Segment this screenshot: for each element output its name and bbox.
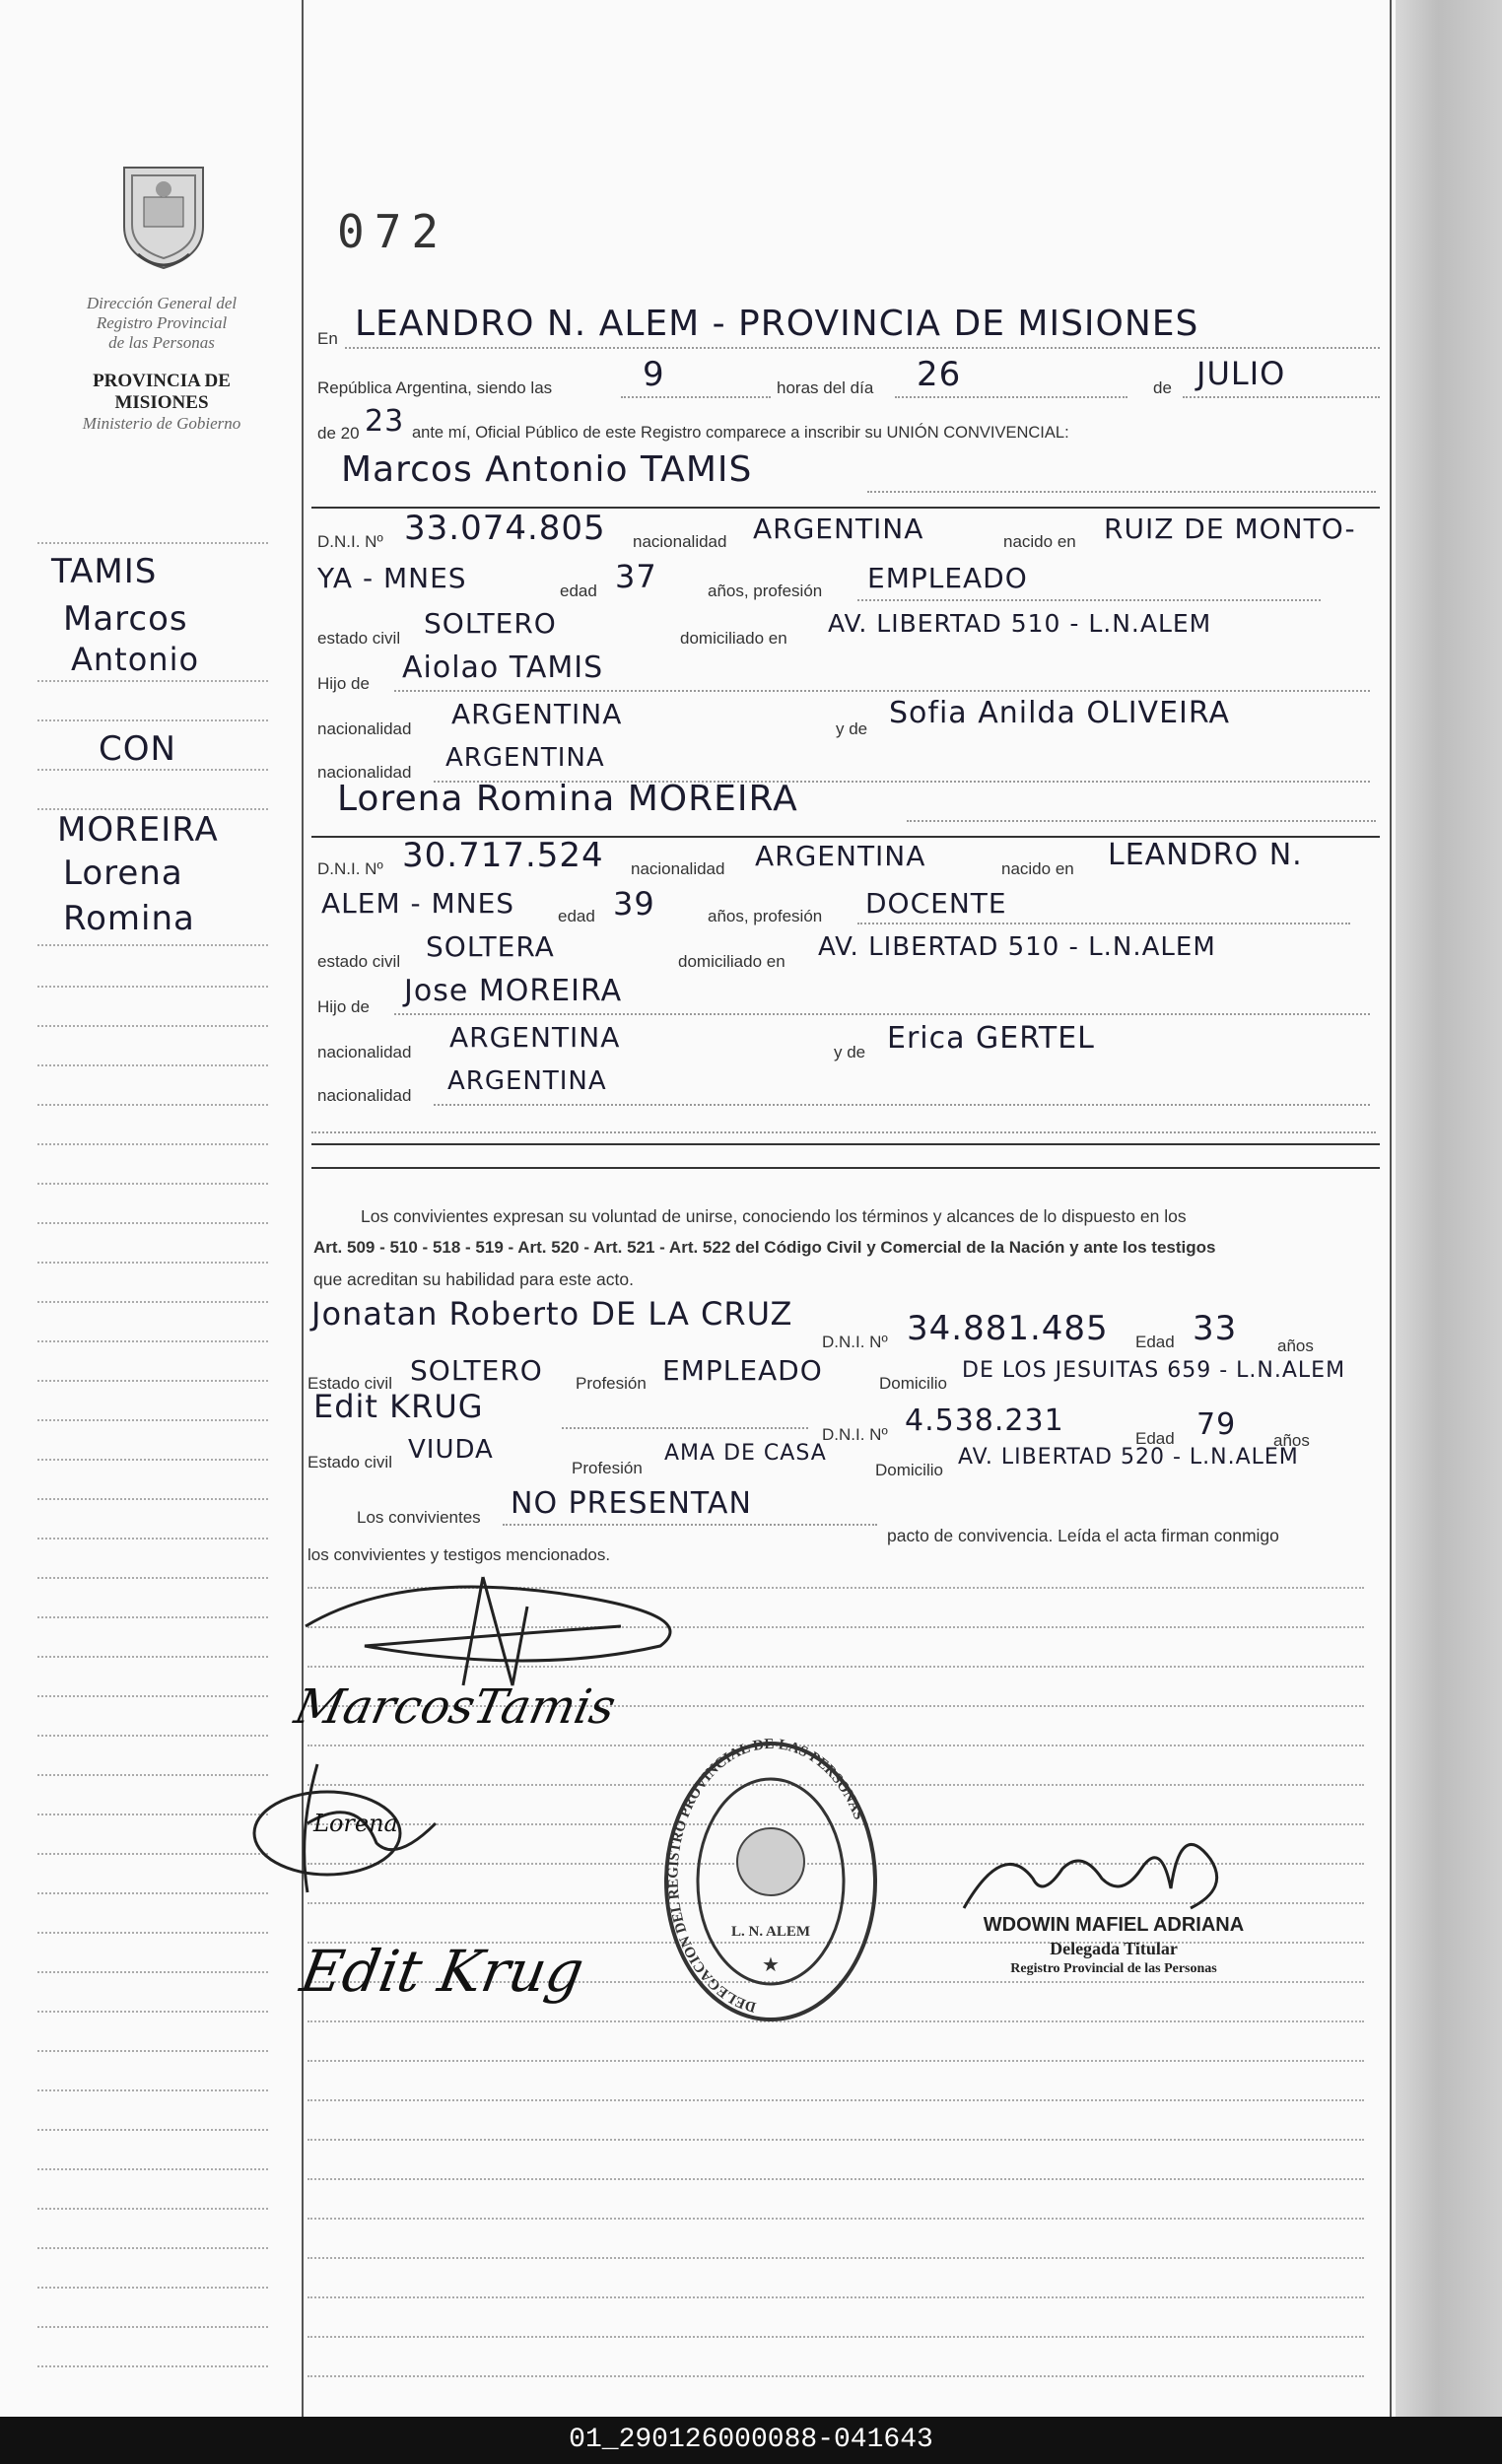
p1-nationality: ARGENTINA [753,513,924,545]
margin-name2-line3: Romina [63,899,195,938]
margin-rule [37,2050,268,2052]
p2-age: 39 [613,885,655,923]
margin-rule [37,1459,268,1461]
margin-rule [37,2247,268,2249]
place-value: LEANDRO N. ALEM - PROVINCIA DE MISIONES [355,304,1199,344]
seal-ring-text: DELEGACION DEL REGISTRO PROVINCIAL DE LAS PERSONAS [665,1739,867,2016]
closing-prefix: Los convivientes [357,1508,481,1527]
p1-nac-label: nacionalidad [633,532,727,551]
margin-rule [37,1577,268,1579]
legal-line-1: Los convivientes expresan su voluntad de unirse, conociendo los términos y alcances de lo dispuesto en los [361,1206,1187,1226]
w1-estado-label: Estado civil [307,1374,392,1393]
margin-rule [37,1774,268,1776]
margin-rule [37,1064,268,1066]
w2-profesion-label: Profesión [572,1459,643,1477]
margin-rule [37,769,268,771]
margin-connector: CON [99,729,176,769]
w2-address: AV. LIBERTAD 520 - L.N.ALEM [958,1445,1299,1470]
margin-name1-line1: TAMIS [51,552,158,591]
w1-anos-label: años [1277,1336,1314,1355]
p2-edad-label: edad [558,907,595,925]
p2-birthplace-1: LEANDRO N. [1108,838,1303,872]
margin-name2-line1: MOREIRA [57,810,219,850]
province-line-2: MISIONES [114,392,209,413]
w1-name: Jonatan Roberto DE LA CRUZ [311,1295,793,1333]
p1-birthplace-1: RUIZ DE MONTO- [1104,513,1356,545]
p2-mother: Erica GERTEL [887,1021,1095,1056]
p1-mother: Sofia Anilda OLIVEIRA [889,696,1231,730]
day-value: 26 [917,355,962,394]
body-rule [307,2139,1364,2141]
w2-anos-label: años [1273,1431,1310,1450]
office-block [45,294,278,434]
official-office: Registro Provincial de las Personas [1010,1961,1217,1976]
p1-birthplace-2: YA - MNES [317,562,467,594]
body-rule [307,2178,1364,2180]
w2-domicilio-label: Domicilio [875,1461,943,1479]
margin-rule [37,1538,268,1540]
margin-rule [37,1380,268,1382]
p2-profession: DOCENTE [865,887,1007,920]
body-rule [307,2375,1364,2377]
seal-star-icon: ★ [762,1954,780,1976]
p2-nationality: ARGENTINA [755,840,926,872]
day-line [895,396,1127,398]
w1-profession: EMPLEADO [662,1354,823,1387]
p2-civil-status: SOLTERA [426,930,555,963]
p1-estado-label: estado civil [317,629,401,648]
p1-nacido-label: nacido en [1003,532,1076,551]
official-seal [662,1739,879,2024]
p2-anos-label: años, profesión [708,907,823,925]
p2-father: Jose MOREIRA [404,974,623,1008]
place-line [345,347,1380,349]
p1-mother-nationality: ARGENTINA [445,743,605,773]
w2-edad-label: Edad [1135,1429,1175,1448]
margin-name1-line3: Antonio [71,641,200,678]
margin-rule [37,1183,268,1185]
p1-father-nationality: ARGENTINA [451,698,623,730]
person2-name: Lorena Romina MOREIRA [337,779,798,819]
de-label: de [1153,378,1172,397]
body-rule [307,2060,1364,2062]
margin-rule [37,2129,268,2131]
w2-age: 79 [1196,1407,1237,1442]
p2-estado-label: estado civil [317,952,401,971]
official-block [946,1914,1281,1977]
p1-father-line [394,690,1370,692]
closing-line-2: los convivientes y testigos mencionados. [307,1545,611,1564]
intro-tail: ante mí, Oficial Público de este Registro comparece a inscribir su UNIÓN CONVIVENCIAL: [412,424,1069,442]
p2-father-nac-label: nacionalidad [317,1043,412,1061]
margin-rule [37,2011,268,2013]
legal-line-2: Art. 509 - 510 - 518 - 519 - Art. 520 - Art. 521 - Art. 522 del Código Civil y Comercial de la Nación y ante los testigos [313,1238,1216,1257]
margin-rule [37,2287,268,2289]
margin-rule [37,2208,268,2210]
page-edge [1396,0,1502,2417]
margin-rule [37,542,268,544]
margin-rule [37,1222,268,1224]
body-rule [307,2099,1364,2101]
official-title: Delegada Titular [1050,1939,1178,1958]
p1-anos-label: años, profesión [708,582,823,600]
margin-rule [37,1656,268,1658]
person1-name: Marcos Antonio TAMIS [341,449,753,490]
official-name: WDOWIN MAFIEL ADRIANA [983,1914,1245,1936]
p1-profession-line [857,599,1321,601]
margin-rule [37,1301,268,1303]
body-rule [307,2218,1364,2220]
hour-line [621,396,771,398]
horas-label: horas del día [777,378,874,397]
p1-father-nac-label: nacionalidad [317,719,412,738]
p1-age: 37 [615,558,657,595]
margin-rule [37,944,268,946]
w2-name-line [562,1427,808,1429]
p1-civil-status: SOLTERO [424,607,557,640]
right-border [1390,0,1392,2417]
w1-edad-label: Edad [1135,1333,1175,1351]
p1-dni-label: D.N.I. Nº [317,532,383,551]
closing-pact: NO PRESENTAN [511,1486,752,1521]
p1-father: Aiolao TAMIS [402,650,604,685]
margin-name1-line2: Marcos [63,599,188,639]
person1-name-line [867,491,1376,493]
w2-status: VIUDA [408,1435,494,1465]
p2-mother-line [434,1104,1370,1106]
margin-rule [37,1853,268,1855]
signature-edit: Edit Krug [296,1938,589,2005]
w1-address: DE LOS JESUITAS 659 - L.N.ALEM [962,1358,1346,1383]
year-prefix: de 20 [317,424,360,443]
margin-rule [37,1932,268,1934]
republica-label: República Argentina, siendo las [317,378,553,397]
p1-domiciliado-label: domiciliado en [680,629,787,648]
p2-birthplace-2: ALEM - MNES [321,887,515,920]
signature-marcos: MarcosTamis [290,1679,621,1735]
year-suffix: 23 [365,404,405,439]
p2-mother-nac-label: nacionalidad [317,1086,412,1105]
w1-domicilio-label: Domicilio [879,1374,947,1393]
margin-rule [37,680,268,682]
month-line [1183,396,1380,398]
section-rule [311,1167,1380,1169]
office-line-3: de las Personas [108,333,215,352]
blank-line [311,1131,1376,1133]
margin-name2-line2: Lorena [63,854,183,893]
margin-rule [37,1025,268,1027]
margin-rule [37,1695,268,1697]
w1-status: SOLTERO [410,1354,543,1387]
hour-value: 9 [643,355,665,394]
ministry-line: Ministerio de Gobierno [82,414,241,433]
p2-father-line [394,1013,1370,1015]
legal-line-3: que acreditan su habilidad para este acto. [313,1269,634,1289]
margin-rule [37,719,268,721]
margin-rule [37,1262,268,1264]
signature-lorena: Lorena [313,1810,398,1837]
month-value: JULIO [1196,355,1286,392]
margin-rule [37,986,268,988]
p1-edad-label: edad [560,582,597,600]
p1-address: AV. LIBERTAD 510 - L.N.ALEM [828,609,1212,638]
image-id-footer: 01_290126000088-041643 [0,2417,1502,2464]
margin-rule [37,1340,268,1342]
p2-hijo-label: Hijo de [317,997,370,1016]
p2-address: AV. LIBERTAD 510 - L.N.ALEM [818,932,1216,962]
margin-rule [37,1498,268,1500]
w1-dni: 34.881.485 [907,1309,1109,1348]
margin-rule [37,1616,268,1618]
p2-mother-nationality: ARGENTINA [447,1066,607,1096]
w1-profesion-label: Profesión [576,1374,647,1393]
p2-nac-label: nacionalidad [631,859,725,878]
margin-rule [37,2089,268,2091]
pact-line [503,1524,877,1526]
w1-dni-label: D.N.I. Nº [822,1333,888,1351]
margin-rule [37,2365,268,2367]
p2-yde-label: y de [834,1043,866,1061]
person2-name-line [907,820,1376,822]
official-signature-mark [944,1800,1240,1928]
w2-profession: AMA DE CASA [664,1441,827,1466]
p2-profession-line [857,923,1350,924]
page-number: 072 [337,205,449,258]
province-emblem [114,158,213,274]
body-rule [307,2257,1364,2259]
p2-nacido-label: nacido en [1001,859,1074,878]
province-line-1: PROVINCIA DE [93,371,231,391]
p1-profession: EMPLEADO [867,562,1028,594]
margin-rule [37,1814,268,1815]
closing-tail: pacto de convivencia. Leída el acta firman conmigo [887,1526,1279,1545]
margin-rule [37,1419,268,1421]
body-rule [307,2296,1364,2298]
margin-rule [37,1971,268,1973]
margin-rule [37,1735,268,1737]
p1-dni: 33.074.805 [404,509,606,548]
margin-rule [37,1892,268,1894]
section-rule [311,1143,1380,1145]
p1-mother-nac-label: nacionalidad [317,763,412,782]
p2-domiciliado-label: domiciliado en [678,952,785,971]
margin-rule [37,2326,268,2328]
office-line-2: Registro Provincial [96,313,228,332]
p1-hijo-label: Hijo de [317,674,370,693]
p1-yde-label: y de [836,719,868,738]
office-line-1: Dirección General del [86,294,238,312]
body-rule [307,2336,1364,2338]
signature-scrawl [286,1538,739,1695]
seal-center-text: L. N. ALEM [730,1924,811,1940]
w2-estado-label: Estado civil [307,1453,392,1472]
en-label: En [317,329,338,348]
p2-dni: 30.717.524 [402,836,604,875]
margin-rule [37,1143,268,1145]
p2-father-nationality: ARGENTINA [449,1021,621,1054]
margin-rule [37,2168,268,2170]
margin-rule [37,1104,268,1106]
w2-name: Edit KRUG [313,1388,484,1425]
margin-rule [37,808,268,810]
w2-dni: 4.538.231 [905,1403,1064,1438]
w1-age: 33 [1193,1309,1238,1348]
w2-dni-label: D.N.I. Nº [822,1425,888,1444]
p2-dni-label: D.N.I. Nº [317,859,383,878]
margin-divider [302,0,304,2417]
